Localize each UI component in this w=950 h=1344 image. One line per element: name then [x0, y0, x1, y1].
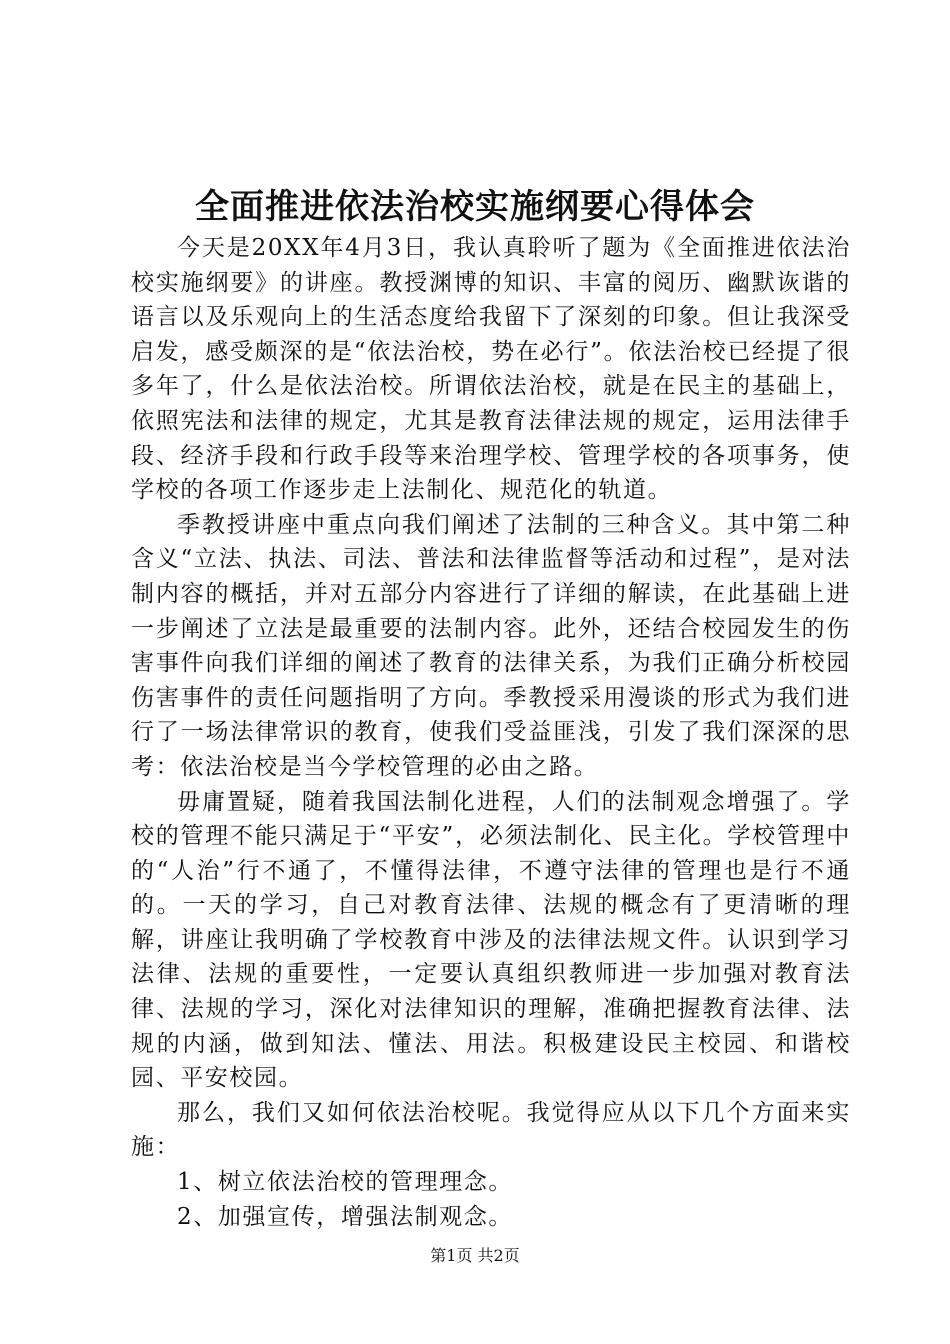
list-item-1: 1、树立依法治校的管理理念。: [177, 1169, 514, 1196]
paragraph-4: 那么，我们又如何依法治校呢。我觉得应从以下几个方面来实施：: [131, 1099, 851, 1161]
paragraph-2: 季教授讲座中重点向我们阐述了法制的三种含义。其中第二种含义“立法、执法、司法、普法和法律监督等活动和过程”，是对法制内容的概括，并对五部分内容进行了详细的解读，在此基础上进一步阐述了立法是最重要的法制内容。此外，还结合校园发生的伤害事件向我们详细的阐述了教育的法律关系，为我们正确分析校园伤害事件的责任问题指明了方向。季教授采用漫谈的形式为我们进行了一场法律常识的教育，使我们受益匪浅，引发了我们深深的思考：依法治校是当今学校管理的必由之路。: [131, 511, 851, 780]
paragraph-3: 毋庸置疑，随着我国法制化进程，人们的法制观念增强了。学校的管理不能只满足于“平安”，必须法制化、民主化。学校管理中的“人治”行不通了，不懂得法律，不遵守法律的管理也是行不通的。一天的学习，自己对教育法律、法规的概念有了更清晰的理解，讲座让我明确了学校教育中涉及的法律法规文件。认识到学习法律、法规的重要性，一定要认真组织教师进一步加强对教育法律、法规的学习，深化对法律知识的理解，准确把握教育法律、法规的内涵，做到知法、懂法、用法。积极建设民主校园、和谐校园、平安校园。: [131, 788, 851, 1092]
page-footer: 第1页 共2页: [430, 1246, 520, 1265]
document-body: [131, 231, 851, 1234]
document-title: 全面推进依法治校实施纲要心得体会: [195, 187, 755, 227]
paragraph-1: 今天是20XX年4月3日，我认真聆听了题为《全面推进依法治校实施纲要》的讲座。教授渊博的知识、丰富的阅历、幽默诙谐的语言以及乐观向上的生活态度给我留下了深刻的印象。但让我深受启发，感受颇深的是“依法治校，势在必行”。依法治校已经提了很多年了，什么是依法治校。所谓依法治校，就是在民主的基础上，依照宪法和法律的规定，尤其是教育法律法规的规定，运用法律手段、经济手段和行政手段等来治理学校、管理学校的各项事务，使学校的各项工作逐步走上法制化、规范化的轨道。: [131, 235, 851, 504]
list-item-2: 2、加强宣传，增强法制观念。: [177, 1203, 514, 1230]
